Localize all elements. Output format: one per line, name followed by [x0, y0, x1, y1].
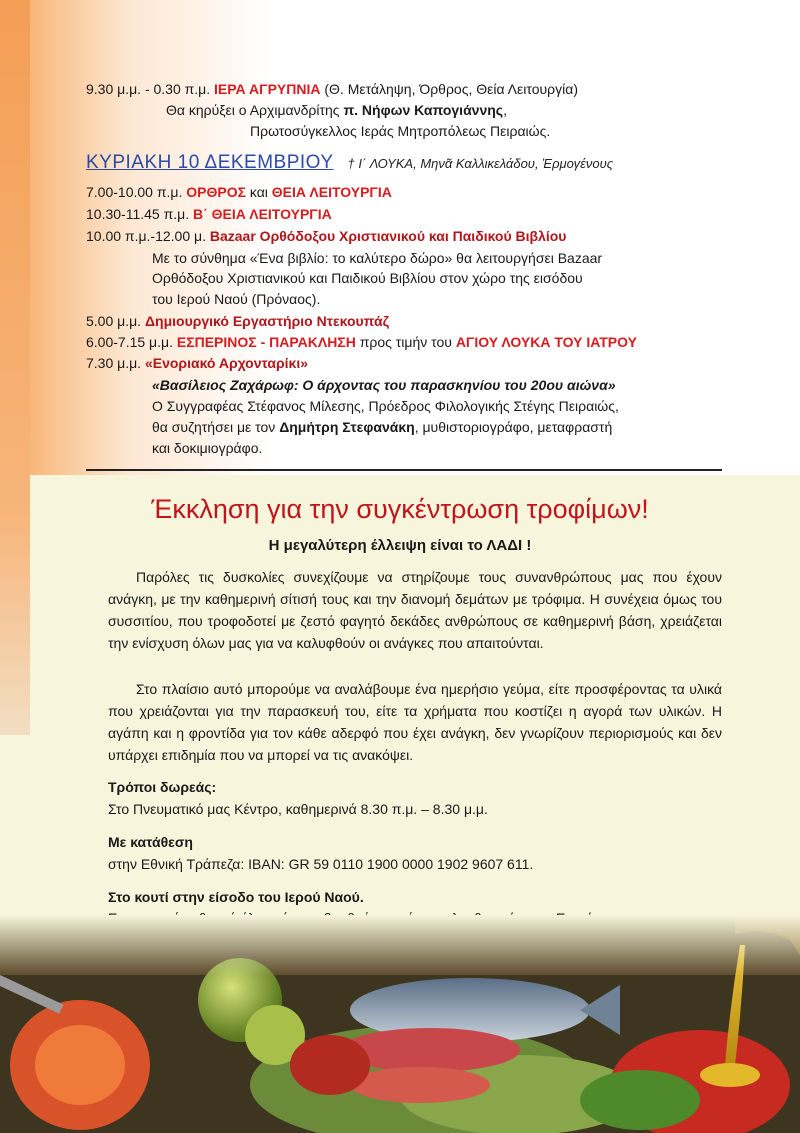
vigil-detail: (Θ. Μετάληψη, Όρθρος, Θεία Λειτουργία)	[320, 81, 578, 97]
bazaar-desc-3: του Ιερού Ναού (Πρόναος).	[152, 291, 321, 307]
sunday-date: ΚΥΡΙΑΚΗ 10 ΔΕΚΕΜΒΡΙΟΥ	[86, 152, 334, 173]
food-illustration	[0, 915, 800, 1133]
preacher-title: Πρωτοσύγκελλος Ιεράς Μητροπόλεως Πειραιώς.	[250, 123, 551, 139]
donation-heading-3: Στο κουτί στην είσοδο του Ιερού Ναού.	[108, 889, 364, 905]
archive-desc-2	[152, 419, 612, 436]
workshop-event: Δημιουργικό Εργαστήριο Ντεκουπάζ	[144, 313, 390, 329]
archive-desc-2-pre: θα συζητήσει με τον	[152, 419, 280, 435]
orthros-and: και	[245, 184, 272, 200]
bazaar-time: 10.00 π.μ.-12.00 μ.	[86, 228, 210, 244]
left-orange-band	[0, 0, 30, 735]
second-time: 10.30-11.45 π.μ.	[86, 206, 193, 222]
donation-heading-2: Με κατάθεση	[108, 834, 193, 850]
vespers-mid: προς τιμήν του	[355, 334, 456, 350]
bazaar-desc-1: Με το σύνθημα «Ένα βιβλίο: το καλύτερο δώρο» θα λειτουργήσει Bazaar	[152, 250, 603, 266]
preacher-line	[166, 102, 507, 119]
appeal-p1-text: Παρόλες τις δυσκολίες συνεχίζουμε να στηρίζουμε τους συνανθρώπους μας που έχουν ανάγκη, με την καθημερινή σίτισή τους και την διανομή δεμάτων με τρόφιμα. Η συνέχεια όμως του συσσιτίου, που τροφοδοτεί με ζεστό φαγητό δεκάδες ανθρώπους σε καθημερινή βάση, χρειάζεται την ενίσχυση όλων μας για να καλυφθούν οι ανάγκες που απαιτούνται.	[108, 569, 722, 651]
archive-event: «Ενοριακό Αρχονταρίκι»	[144, 355, 308, 371]
vigil-time: 9.30 μ.μ. - 0.30 π.μ.	[86, 81, 211, 97]
sunday-feast: † Ι΄ ΛΟΥΚΑ, Μηνᾶ Καλλικελάδου, Ἑρμογένους	[347, 156, 614, 171]
archive-line	[86, 355, 308, 372]
vespers-line	[86, 334, 637, 351]
food-image	[0, 915, 800, 1133]
appeal-p2-text: Στο πλαίσιο αυτό μπορούμε να αναλάβουμε ένα ημερήσιο γεύμα, είτε προσφέροντας τα υλικά που χρειάζονται για την παρασκευή του, είτε τα χρήματα που κοστίζει η αγορά των υλικών. Η αγάπη και η φροντίδα για τον κάθε αδερφό που έχει ανάγκη, δεν γνωρίζουν περιορισμούς και δεν υπάρχει επιδημία που να μπορεί να τις ανακόψει.	[108, 681, 722, 763]
orthros-line	[86, 184, 392, 201]
vespers-event: ΕΣΠΕΡΙΝΟΣ - ΠΑΡΑΚΛΗΣΗ	[176, 334, 356, 350]
preacher-name: π. Νήφων Καπογιάννης	[343, 102, 504, 118]
preacher-post: ,	[503, 102, 507, 118]
appeal-paragraph-1	[108, 566, 722, 654]
bazaar-line	[86, 228, 566, 245]
orthros-time: 7.00-10.00 π.μ.	[86, 184, 187, 200]
divider	[86, 469, 722, 471]
workshop-line	[86, 313, 389, 330]
archive-time: 7.30 μ.μ.	[86, 355, 145, 371]
second-event: Β΄ ΘΕΙΑ ΛΕΙΤΟΥΡΓΙΑ	[192, 206, 332, 222]
appeal-subtitle: Η μεγαλύτερη έλλειψη είναι το ΛΑΔΙ !	[268, 537, 532, 554]
second-liturgy-line	[86, 206, 332, 223]
appeal-title: Έκκληση για την συγκέντρωση τροφίμων!	[151, 494, 649, 524]
donation-text-1: Στο Πνευματικό μας Κέντρο, καθημερινά 8.30 π.μ. – 8.30 μ.μ.	[108, 801, 488, 817]
archive-desc-1: Ο Συγγραφέας Στέφανος Μίλεσης, Πρόεδρος Φιλολογικής Στέγης Πειραιώς,	[152, 398, 619, 414]
liturgy-event: ΘΕΙΑ ΛΕΙΤΟΥΡΓΙΑ	[271, 184, 392, 200]
bazaar-desc-2: Ορθόδοξου Χριστιανικού και Παιδικού Βιβλίου στον χώρο της εισόδου	[152, 270, 583, 286]
sunday-heading	[86, 152, 613, 174]
archive-title: «Βασίλειος Ζαχάρωφ: Ο άρχοντας του παρασκηνίου του 20ου αιώνα»	[152, 377, 616, 393]
vespers-saint: ΑΓΙΟΥ ΛΟΥΚΑ ΤΟΥ ΙΑΤΡΟΥ	[455, 334, 637, 350]
archive-desc-2-post: , μυθιστοριογράφο, μεταφραστή	[414, 419, 613, 435]
workshop-time: 5.00 μ.μ.	[86, 313, 145, 329]
vigil-line	[86, 81, 578, 98]
donation-text-2: στην Εθνική Τράπεζα: IBAN: GR 59 0110 1900 0000 1902 9607 611.	[108, 856, 534, 872]
vigil-event: ΙΕΡΑ ΑΓΡΥΠΝΙΑ	[214, 81, 321, 97]
vespers-time: 6.00-7.15 μ.μ.	[86, 334, 177, 350]
appeal-paragraph-2	[108, 678, 722, 766]
donation-heading-1: Τρόποι δωρεάς:	[108, 779, 217, 795]
archive-guest: Δημήτρη Στεφανάκη	[279, 419, 415, 435]
archive-desc-3: και δοκιμιογράφο.	[152, 440, 263, 456]
bazaar-event: Bazaar Ορθόδοξου Χριστιανικού και Παιδικού Βιβλίου	[209, 228, 567, 244]
preacher-pre: Θα κηρύξει ο Αρχιμανδρίτης	[166, 102, 344, 118]
orthros-event: ΟΡΘΡΟΣ	[186, 184, 246, 200]
